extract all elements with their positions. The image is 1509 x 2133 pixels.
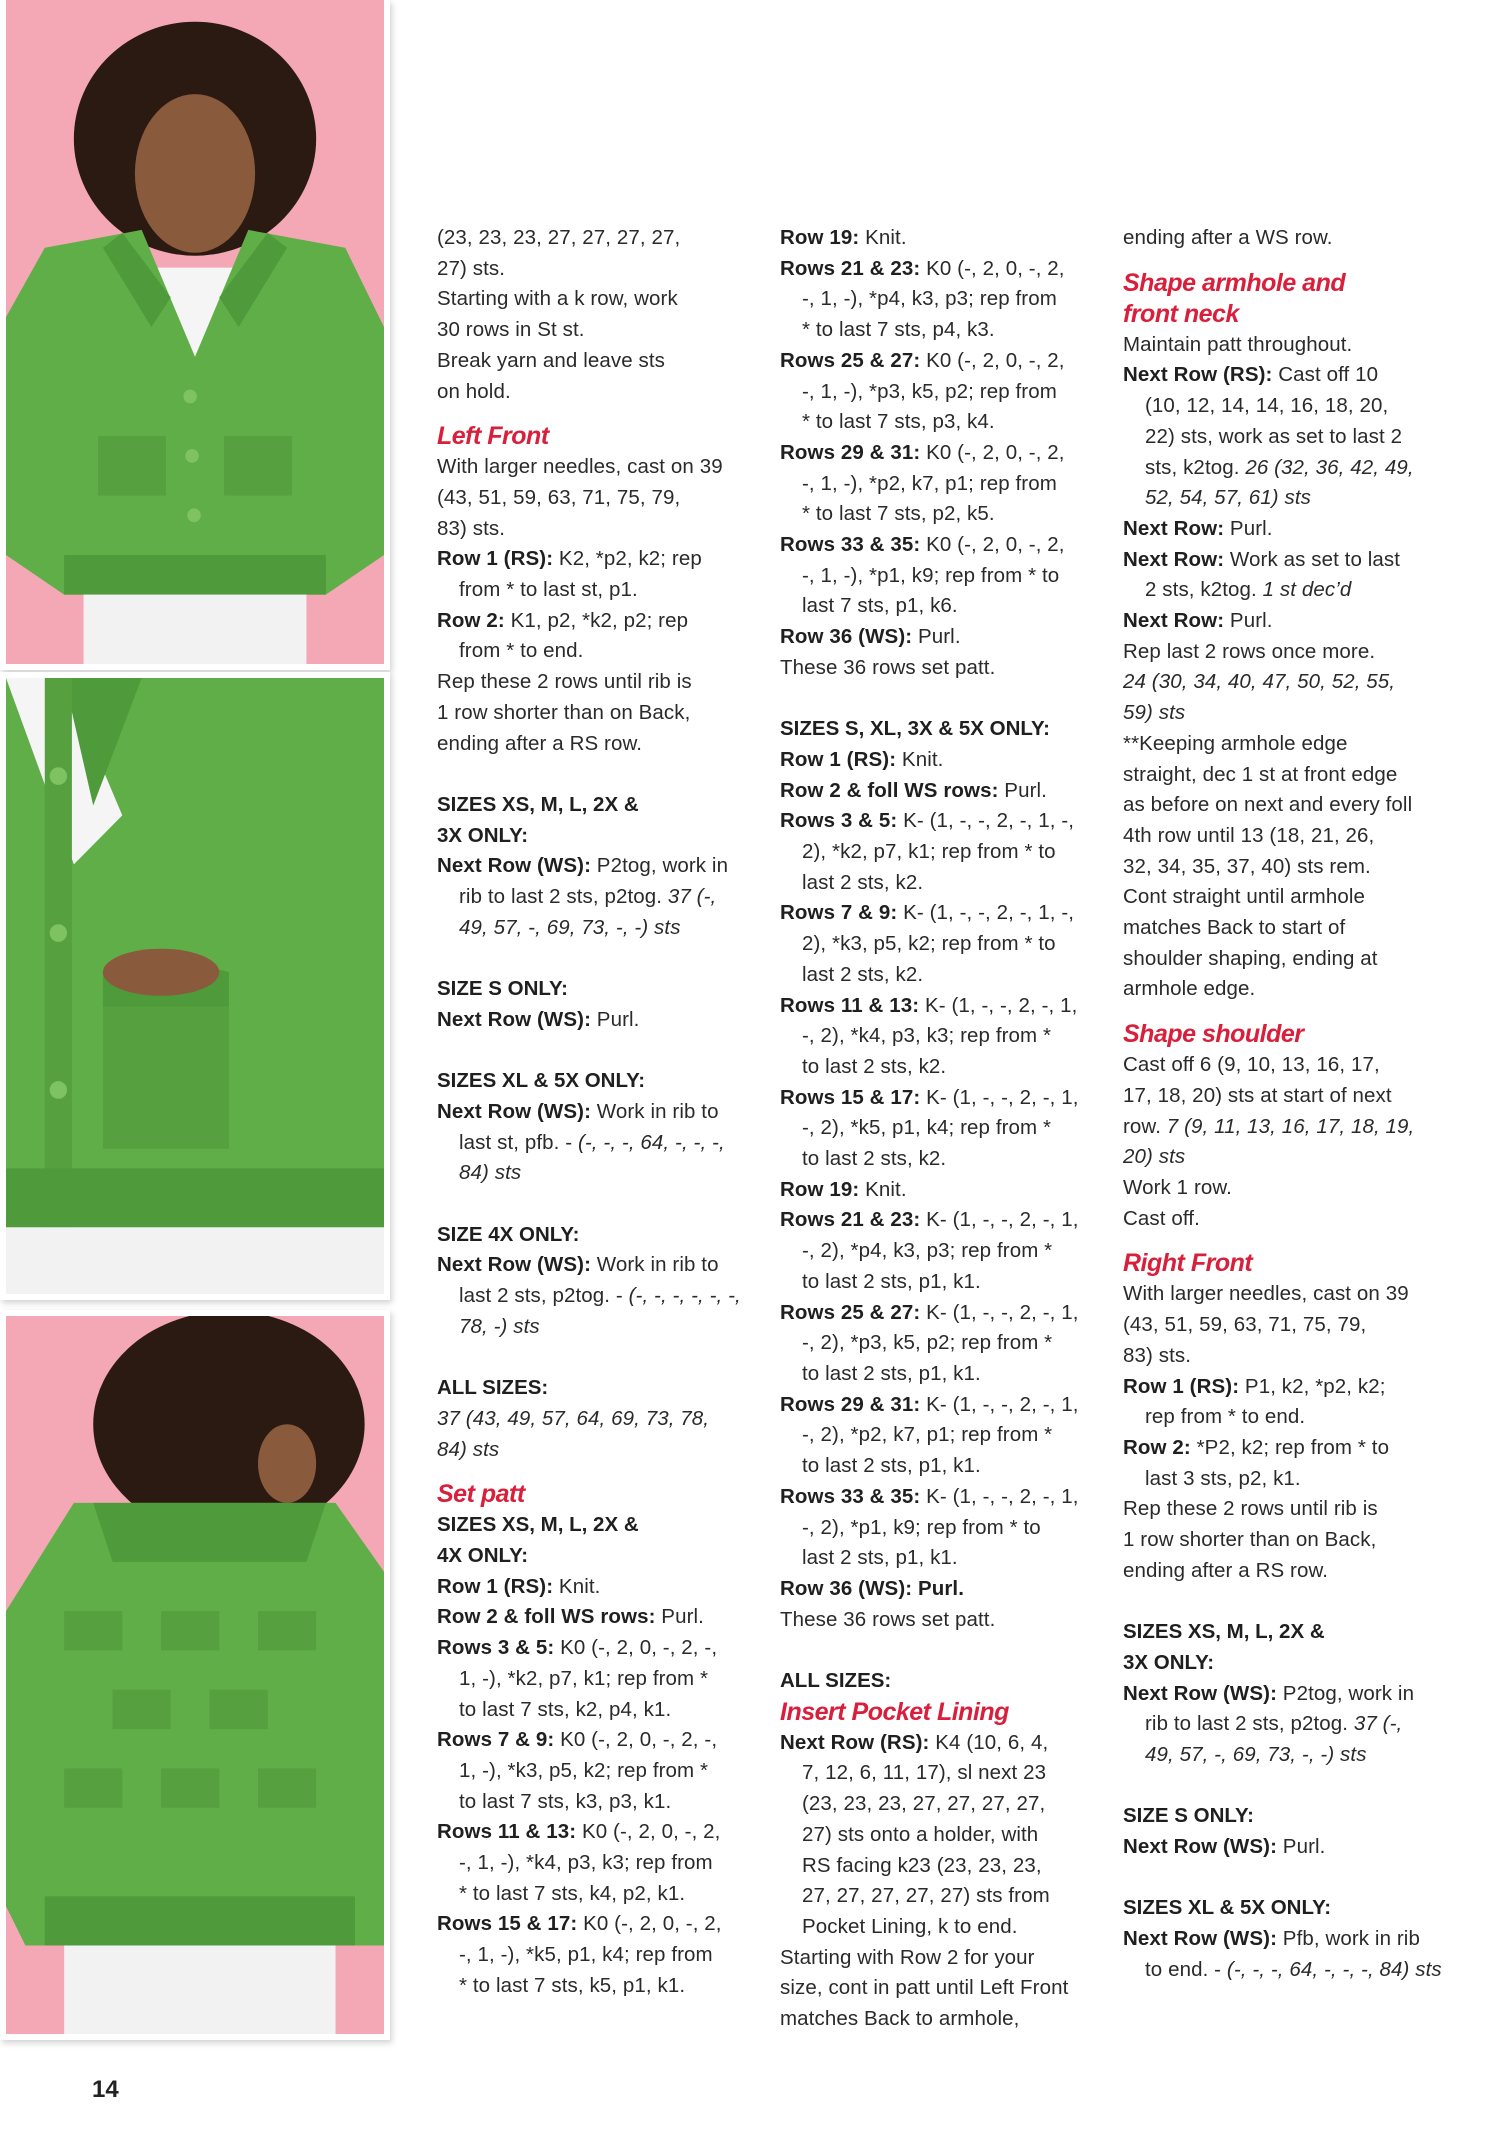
pattern-line: Row 1 (RS): P1, k2, *p2, k2;	[1123, 1374, 1386, 1398]
pattern-line: size, cont in patt until Left Front	[780, 1976, 1069, 2000]
pattern-line: Work 1 row.	[1123, 1175, 1232, 1199]
pattern-line: **Keeping armhole edge	[1123, 731, 1348, 755]
pattern-line: 27) sts.	[437, 256, 506, 280]
pattern-line: Row 36 (WS): Purl.	[780, 625, 961, 649]
model-back-cardigan-photo	[6, 1316, 384, 2034]
pattern-line: Next Row (RS): Cast off 10	[1123, 363, 1379, 387]
pattern-line: 2), *k3, p5, k2; rep from * to	[802, 932, 1056, 956]
pattern-line: 1 row shorter than on Back,	[1123, 1528, 1377, 1552]
pattern-line: -, 2), *p4, k3, p3; rep from *	[802, 1239, 1053, 1263]
pattern-line: to last 2 sts, k2.	[802, 1054, 947, 1078]
size-heading: 3X ONLY:	[437, 823, 529, 847]
pattern-line: * to last 7 sts, p4, k3.	[802, 318, 995, 342]
pattern-line: Rows 15 & 17: K0 (-, 2, 0, -, 2,	[437, 1912, 722, 1936]
pattern-line: (23, 23, 23, 27, 27, 27, 27,	[437, 226, 681, 249]
pattern-line: Next Row: Work as set to last	[1123, 547, 1401, 571]
pattern-line: to last 7 sts, k2, p4, k1.	[459, 1697, 672, 1721]
pattern-line: Next Row (WS): Purl.	[437, 1007, 640, 1031]
pattern-line: Row 19: Knit.	[780, 226, 907, 249]
model-back-photo	[0, 1310, 390, 2040]
page-number: 14	[92, 2076, 119, 2103]
pattern-line: Rows 25 & 27: K- (1, -, -, 2, -, 1,	[780, 1300, 1079, 1324]
pattern-line: Next Row (WS): Work in rib to	[437, 1099, 719, 1123]
pattern-line: Cast off 6 (9, 10, 13, 16, 17,	[1123, 1053, 1380, 1077]
pattern-line: Row 2 & foll WS rows: Purl.	[780, 778, 1047, 802]
pattern-line: Rows 11 & 13: K- (1, -, -, 2, -, 1,	[780, 993, 1078, 1017]
pattern-line: -, 2), *p2, k7, p1; rep from *	[802, 1423, 1053, 1447]
pattern-line: shoulder shaping, ending at	[1123, 946, 1378, 970]
pattern-line: -, 2), *k4, p3, k3; rep from *	[802, 1024, 1052, 1048]
pattern-line: Next Row: Purl.	[1123, 609, 1273, 633]
pattern-line: (43, 51, 59, 63, 71, 75, 79,	[437, 485, 681, 509]
text-column-3	[1123, 223, 1453, 1986]
pattern-line: Cont straight until armhole	[1123, 885, 1365, 909]
blank-line	[1123, 1586, 1453, 1617]
pattern-line: -, 1, -), *k5, p1, k4; rep from	[459, 1943, 713, 1967]
pattern-line: 30 rows in St st.	[437, 318, 585, 342]
pattern-line: to last 2 sts, p1, k1.	[802, 1269, 981, 1293]
pattern-line: -, 1, -), *p4, k3, p3; rep from	[802, 287, 1057, 311]
pattern-line: 83) sts.	[1123, 1343, 1192, 1367]
pattern-line: Next Row (WS): Purl.	[1123, 1835, 1326, 1859]
pattern-line: With larger needles, cast on 39	[1123, 1282, 1409, 1306]
pattern-line: 2), *k2, p7, k1; rep from * to	[802, 840, 1056, 864]
pattern-line: to last 2 sts, p1, k1.	[802, 1362, 981, 1385]
pattern-line: last 7 sts, p1, k6.	[802, 594, 958, 618]
pattern-line: Rows 15 & 17: K- (1, -, -, 2, -, 1,	[780, 1085, 1079, 1109]
pattern-line: straight, dec 1 st at front edge	[1123, 762, 1398, 786]
size-heading: SIZES XS, M, L, 2X &	[437, 1513, 639, 1537]
pattern-line: RS facing k23 (23, 23, 23,	[802, 1853, 1042, 1877]
pattern-line: 20) sts	[1123, 1145, 1186, 1169]
size-heading: 3X ONLY:	[1123, 1650, 1215, 1674]
pattern-line: Row 1 (RS): Knit.	[437, 1574, 601, 1598]
pattern-line: last st, pfb. - (-, -, -, 64, -, -, -,	[459, 1130, 725, 1154]
pattern-line: Starting with a k row, work	[437, 287, 678, 311]
pattern-line: sts, k2tog. 26 (32, 36, 42, 49,	[1145, 455, 1414, 479]
pattern-line: Next Row (WS): Pfb, work in rib	[1123, 1927, 1420, 1951]
pattern-line: armhole edge.	[1123, 977, 1256, 1001]
pattern-line: -, 2), *k5, p1, k4; rep from *	[802, 1116, 1052, 1140]
pattern-line: row. 7 (9, 11, 13, 16, 17, 18, 19,	[1123, 1114, 1415, 1138]
pattern-line: matches Back to start of	[1123, 916, 1346, 940]
pattern-line: last 2 sts, k2.	[802, 962, 924, 986]
pattern-line: matches Back to armhole,	[780, 2007, 1020, 2031]
size-heading: ALL SIZES:	[437, 1376, 549, 1400]
pattern-line: rep from * to end.	[1145, 1405, 1306, 1429]
pattern-line: rib to last 2 sts, p2tog. 37 (-,	[1145, 1712, 1403, 1736]
blank-line	[1123, 1863, 1453, 1894]
pattern-line: ending after a RS row.	[437, 731, 643, 755]
pattern-line: Next Row: Purl.	[1123, 516, 1273, 540]
blank-line	[1123, 1771, 1453, 1802]
size-heading: SIZES XL & 5X ONLY:	[437, 1069, 646, 1093]
pattern-line: * to last 7 sts, k5, p1, k1.	[459, 1973, 686, 1997]
pattern-line: 17, 18, 20) sts at start of next	[1123, 1083, 1392, 1107]
pattern-line: These 36 rows set patt.	[780, 1607, 996, 1631]
section-heading: Left Front	[437, 422, 549, 451]
pattern-line: Pocket Lining, k to end.	[802, 1914, 1018, 1938]
pattern-line: 1 row shorter than on Back,	[437, 700, 691, 724]
pattern-line: Rows 25 & 27: K0 (-, 2, 0, -, 2,	[780, 348, 1065, 372]
pattern-line: These 36 rows set patt.	[780, 655, 996, 679]
pattern-line: Rep last 2 rows once more.	[1123, 639, 1376, 663]
blank-line	[437, 943, 767, 974]
size-heading: SIZES XL & 5X ONLY:	[1123, 1896, 1332, 1920]
pattern-line: -, 1, -), *p1, k9; rep from * to	[802, 563, 1060, 587]
pattern-line: (43, 51, 59, 63, 71, 75, 79,	[1123, 1313, 1367, 1337]
pattern-line: to last 2 sts, k2.	[802, 1147, 947, 1171]
pattern-line: Rows 7 & 9: K- (1, -, -, 2, -, 1, -,	[780, 901, 1075, 925]
section-heading: front neck	[1123, 299, 1239, 328]
pattern-line: last 2 sts, p2tog. - (-, -, -, -, -, -,	[459, 1284, 741, 1308]
blank-line	[780, 1635, 1110, 1666]
size-heading: 4X ONLY:	[437, 1544, 529, 1568]
pattern-line: 2 sts, k2tog. 1 st dec’d	[1145, 578, 1352, 602]
pattern-line: ending after a WS row.	[1123, 226, 1333, 249]
pattern-line: Rows 33 & 35: K- (1, -, -, 2, -, 1,	[780, 1484, 1079, 1508]
size-heading: SIZES S, XL, 3X & 5X ONLY:	[780, 717, 1050, 741]
pattern-line: 27, 27, 27, 27, 27) sts from	[802, 1884, 1050, 1908]
pattern-line: 1, -), *k2, p7, k1; rep from *	[459, 1666, 709, 1690]
pattern-line: last 3 sts, p2, k1.	[1145, 1466, 1301, 1490]
pattern-line: last 2 sts, k2.	[802, 870, 924, 894]
blank-line	[437, 759, 767, 790]
pattern-line: * to last 7 sts, p2, k5.	[802, 502, 995, 526]
pattern-line: Next Row (WS): P2tog, work in	[437, 854, 729, 878]
pattern-line: Rows 7 & 9: K0 (-, 2, 0, -, 2, -,	[437, 1728, 718, 1752]
blank-line	[437, 1343, 767, 1374]
pattern-line: Cast off.	[1123, 1206, 1200, 1230]
pattern-line: ending after a RS row.	[1123, 1558, 1329, 1582]
pattern-line: Next Row (WS): Work in rib to	[437, 1253, 719, 1277]
section-heading: Insert Pocket Lining	[780, 1697, 1009, 1726]
pattern-line: Rows 21 & 23: K0 (-, 2, 0, -, 2,	[780, 256, 1065, 280]
pattern-line: 1, -), *k3, p5, k2; rep from *	[459, 1758, 709, 1782]
pattern-line: Rows 21 & 23: K- (1, -, -, 2, -, 1,	[780, 1208, 1079, 1232]
pattern-line: Rows 11 & 13: K0 (-, 2, 0, -, 2,	[437, 1820, 721, 1844]
pattern-line: -, 1, -), *k4, p3, k3; rep from	[459, 1851, 713, 1875]
pattern-line: 49, 57, -, 69, 73, -, -) sts	[459, 915, 681, 939]
pattern-line: 83) sts.	[437, 516, 506, 540]
size-heading: ALL SIZES:	[780, 1669, 892, 1693]
pattern-line: 84) sts	[459, 1161, 522, 1185]
pattern-line: 52, 54, 57, 61) sts	[1145, 486, 1311, 510]
pattern-line: Row 19: Knit.	[780, 1177, 907, 1201]
pattern-line: Break yarn and leave sts	[437, 348, 666, 372]
blank-line	[780, 684, 1110, 715]
pattern-line: Starting with Row 2 for your	[780, 1945, 1035, 1969]
text-column-1	[437, 223, 767, 2002]
blank-line	[437, 1036, 767, 1067]
section-heading: Shape armhole and	[1123, 268, 1346, 297]
pattern-line: Maintain patt throughout.	[1123, 332, 1353, 356]
size-heading: SIZES XS, M, L, 2X &	[437, 792, 639, 816]
pattern-line: (10, 12, 14, 14, 16, 18, 20,	[1145, 394, 1389, 418]
pattern-line: from * to last st, p1.	[459, 578, 638, 602]
pattern-line: Rep these 2 rows until rib is	[437, 670, 692, 694]
section-heading: Shape shoulder	[1123, 1020, 1304, 1049]
pattern-line: Next Row (RS): K4 (10, 6, 4,	[780, 1730, 1049, 1754]
pattern-line: With larger needles, cast on 39	[437, 455, 723, 479]
pattern-line: Rows 29 & 31: K0 (-, 2, 0, -, 2,	[780, 440, 1065, 464]
pattern-line: to last 7 sts, k3, p3, k1.	[459, 1789, 672, 1813]
pattern-line: to end. - (-, -, -, 64, -, -, -, 84) sts	[1145, 1957, 1442, 1981]
pattern-line: Rows 3 & 5: K- (1, -, -, 2, -, 1, -,	[780, 809, 1075, 833]
cardigan-pocket-closeup-photo	[6, 678, 384, 1294]
pattern-line: Row 2 & foll WS rows: Purl.	[437, 1605, 704, 1629]
pattern-line: Rows 3 & 5: K0 (-, 2, 0, -, 2, -,	[437, 1636, 718, 1660]
pattern-line: 27) sts onto a holder, with	[802, 1822, 1039, 1846]
pattern-line: rib to last 2 sts, p2tog. 37 (-,	[459, 885, 717, 909]
pattern-line: -, 2), *p3, k5, p2; rep from *	[802, 1331, 1053, 1355]
pattern-line: Row 2: *P2, k2; rep from * to	[1123, 1435, 1390, 1459]
pattern-line: Row 2: K1, p2, *k2, p2; rep	[437, 608, 689, 632]
pattern-line: * to last 7 sts, k4, p2, k1.	[459, 1881, 686, 1905]
pattern-line: from * to end.	[459, 639, 584, 663]
pattern-line: to last 2 sts, p1, k1.	[802, 1454, 981, 1478]
pattern-line: -, 1, -), *p3, k5, p2; rep from	[802, 379, 1057, 403]
size-heading: SIZE S ONLY:	[1123, 1804, 1254, 1828]
section-heading: Set patt	[437, 1480, 525, 1509]
pattern-line: as before on next and every foll	[1123, 793, 1413, 817]
pattern-line: on hold.	[437, 379, 511, 403]
text-column-2	[780, 223, 1110, 2035]
pattern-line: last 2 sts, p1, k1.	[802, 1546, 958, 1570]
pattern-line: (23, 23, 23, 27, 27, 27, 27,	[802, 1792, 1046, 1816]
pattern-line: 59) sts	[1123, 701, 1186, 725]
pattern-line: Rows 33 & 35: K0 (-, 2, 0, -, 2,	[780, 533, 1065, 557]
pattern-line: 7, 12, 6, 11, 17), sl next 23	[802, 1761, 1047, 1785]
pattern-line: 4th row until 13 (18, 21, 26,	[1123, 823, 1375, 847]
pattern-line: Row 1 (RS): Knit.	[780, 747, 944, 771]
pattern-line: -, 1, -), *p2, k7, p1; rep from	[802, 471, 1057, 495]
pattern-line: 78, -) sts	[459, 1314, 540, 1338]
pattern-line: Row 36 (WS): Purl.	[780, 1576, 965, 1600]
pattern-line: 49, 57, -, 69, 73, -, -) sts	[1145, 1742, 1367, 1766]
pattern-line: Rows 29 & 31: K- (1, -, -, 2, -, 1,	[780, 1392, 1079, 1416]
pattern-line: -, 2), *p1, k9; rep from * to	[802, 1515, 1041, 1539]
pocket-closeup-photo	[0, 672, 390, 1300]
pattern-line: Row 1 (RS): K2, *p2, k2; rep	[437, 547, 702, 571]
model-front-photo	[0, 0, 390, 670]
blank-line	[437, 1189, 767, 1220]
size-heading: SIZES XS, M, L, 2X &	[1123, 1620, 1325, 1644]
pattern-line: 24 (30, 34, 40, 47, 50, 52, 55,	[1123, 670, 1396, 694]
size-heading: SIZE 4X ONLY:	[437, 1222, 580, 1246]
pattern-line: Next Row (WS): P2tog, work in	[1123, 1681, 1415, 1705]
pattern-line: 84) sts	[437, 1437, 500, 1461]
pattern-line: * to last 7 sts, p3, k4.	[802, 410, 995, 434]
pattern-line: 32, 34, 35, 37, 40) sts rem.	[1123, 854, 1371, 878]
section-heading: Right Front	[1123, 1249, 1253, 1278]
model-front-cardigan-photo	[6, 0, 384, 664]
size-heading: SIZE S ONLY:	[437, 977, 568, 1001]
pattern-line: Rep these 2 rows until rib is	[1123, 1497, 1378, 1521]
pattern-line: 22) sts, work as set to last 2	[1145, 424, 1403, 448]
pattern-line: 37 (43, 49, 57, 64, 69, 73, 78,	[437, 1406, 710, 1430]
